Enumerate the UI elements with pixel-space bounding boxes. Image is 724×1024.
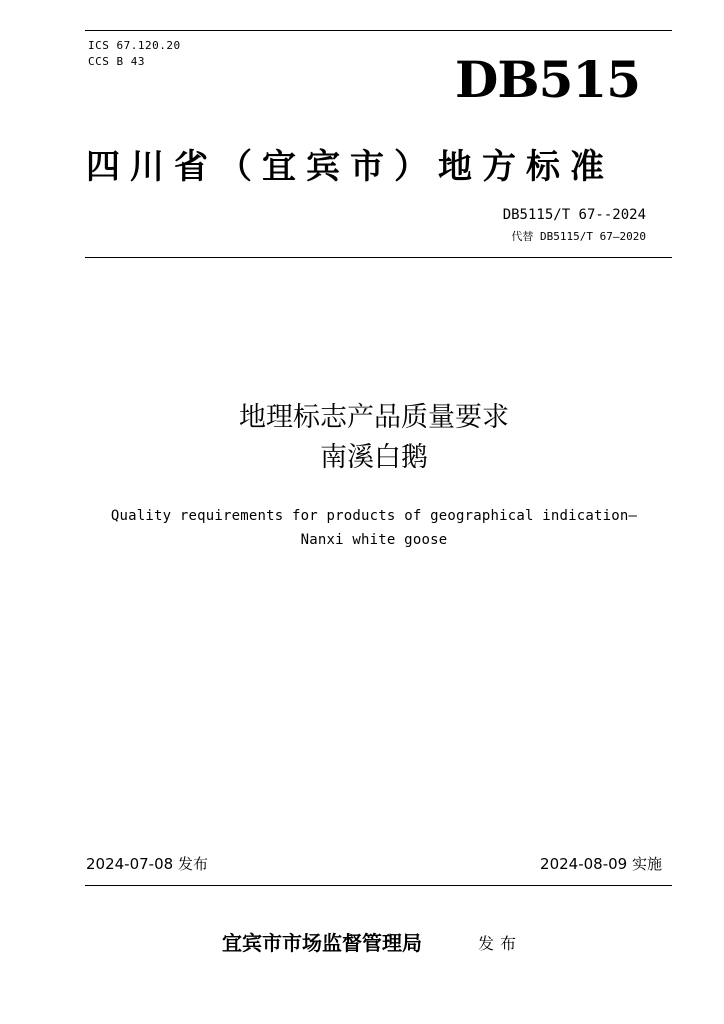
document-title-en	[0, 504, 724, 552]
replaces-note: 代替 DB5115/T 67—2020	[511, 230, 646, 243]
title-cn-line-1: 地理标志产品质量要求	[239, 402, 509, 433]
issue-word: 发布	[478, 934, 523, 953]
issuing-authority: 宜宾市市场监督管理局	[222, 931, 422, 955]
classification-codes	[88, 38, 181, 70]
implementation-date: 2024-08-09 实施	[540, 855, 662, 873]
ccs-code: CCS B 43	[88, 55, 145, 68]
ics-code: ICS 67.120.20	[88, 39, 181, 52]
title-en-line-2: Nanxi white goose	[300, 532, 448, 548]
header-title: 四川省（宜宾市）地方标准	[86, 147, 614, 187]
db-logo: DB515	[455, 50, 640, 109]
issue-date: 2024-07-08 发布	[86, 855, 208, 873]
title-en-line-1: Quality requirements for products of geographical indication—	[110, 508, 638, 524]
standard-number: DB5115/T 67--2024	[502, 207, 646, 223]
header-rule	[85, 257, 672, 258]
document-title-cn	[0, 398, 724, 478]
footer-rule	[85, 885, 672, 886]
title-cn-line-2: 南溪白鹅	[320, 442, 428, 473]
top-rule	[85, 30, 672, 31]
